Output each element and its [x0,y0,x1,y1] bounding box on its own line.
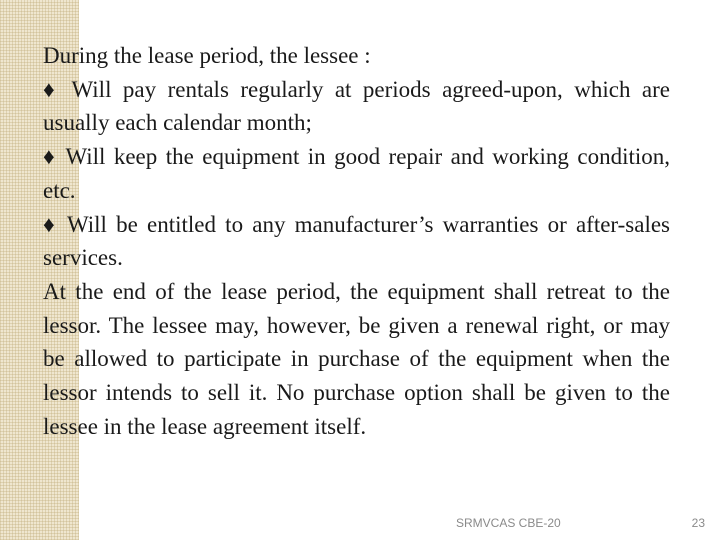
bullet-item-rentals: ♦ Will pay rentals regularly at periods agreed-upon, which are usually each calendar month; [43,76,670,136]
page-number: 23 [691,516,705,530]
footer-source-label: SRMVCAS CBE-20 [456,516,561,530]
bullet-item-repair: ♦ Will keep the equipment in good repair and working condition, etc. [43,144,670,203]
bullet-item-warranties: ♦ Will be entitled to any manufacturer’s warranties or after-sales services. [43,211,670,271]
intro-line: During the lease period, the lessee : [43,43,371,68]
slide-body-text [43,39,670,443]
closing-paragraph: At the end of the lease period, the equipment shall retreat to the lessor. The lessee may, however, be given a renewal right, or may be allowed to participate in purchase of the equipment when the lessor intends to sell it. No purchase option shall be given to the lessee in the lease agreement itself. [43,278,670,439]
